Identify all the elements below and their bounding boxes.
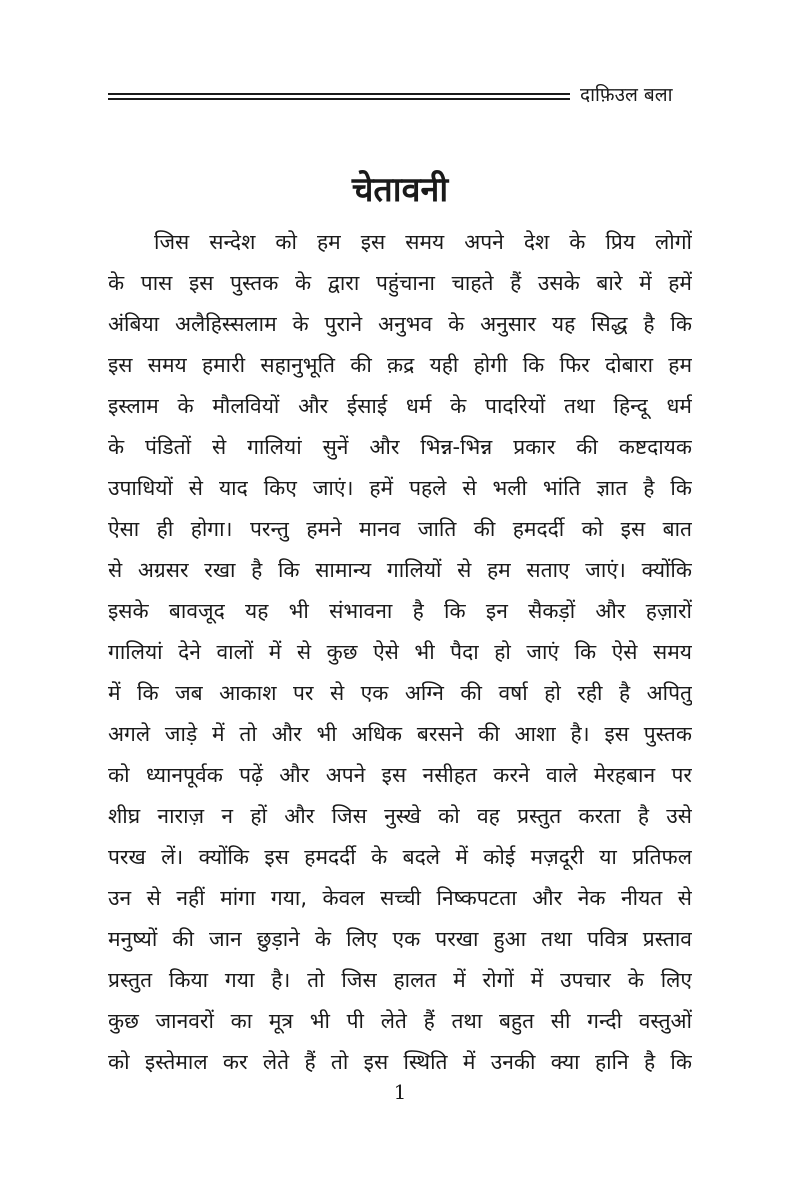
body-text [108, 222, 692, 1083]
text-line: परख लें। क्योंकि इस हमदर्दी के बदले में कोई मज़दूरी या प्रतिफल [108, 845, 692, 869]
text-line: इस्लाम के मौलवियों और ईसाई धर्म के पादरियों तथा हिन्दू धर्म [108, 394, 692, 418]
text-line: से अग्रसर रखा है कि सामान्य गालियों से हम सताए जाएं। क्योंकि [108, 558, 692, 582]
text-line: इस समय हमारी सहानुभूति की क़द्र यही होगी कि फिर दोबारा हम [108, 353, 692, 377]
text-line: इसके बावजूद यह भी संभावना है कि इन सैकड़ों और हज़ारों [108, 599, 692, 623]
text-line: उपाधियों से याद किए जाएं। हमें पहले से भली भांति ज्ञात है कि [108, 476, 692, 500]
text-line: जिस सन्देश को हम इस समय अपने देश के प्रिय लोगों [154, 230, 692, 254]
text-line: को इस्तेमाल कर लेते हैं तो इस स्थिति में उनकी क्या हानि है कि [108, 1050, 692, 1074]
text-line: अंबिया अलैहिस्सलाम के पुराने अनुभव के अनुसार यह सिद्ध है कि [108, 312, 692, 336]
text-line: उन से नहीं मांगा गया, केवल सच्ची निष्कपटता और नेक नीयत से [108, 886, 692, 910]
header-double-rule [108, 93, 570, 103]
text-line: में कि जब आकाश पर से एक अग्नि की वर्षा हो रही है अपितु [108, 681, 692, 705]
header-rule-top [108, 93, 570, 95]
header-rule-bottom [108, 98, 570, 100]
text-line: शीघ्र नाराज़ न हों और जिस नुस्खे को वह प्रस्तुत करता है उसे [108, 804, 692, 828]
text-line: अगले जाड़े में तो और भी अधिक बरसने की आशा है। इस पुस्तक [108, 722, 692, 746]
text-line: के पास इस पुस्तक के द्वारा पहुंचाना चाहते हैं उसके बारे में हमें [108, 271, 692, 295]
text-line: के पंडितों से गालियां सुनें और भिन्न-भिन्न प्रकार की कष्टदायक [108, 435, 692, 459]
text-line: ऐसा ही होगा। परन्तु हमने मानव जाति की हमदर्दी को इस बात [108, 517, 692, 541]
text-line: कुछ जानवरों का मूत्र भी पी लेते हैं तथा बहुत सी गन्दी वस्तुओं [108, 1009, 692, 1033]
running-head: दाफ़िउल बला [580, 84, 673, 106]
text-line: को ध्यानपूर्वक पढ़ें और अपने इस नसीहत करने वाले मेरहबान पर [108, 763, 692, 787]
text-line: मनुष्यों की जान छुड़ाने के लिए एक परखा हुआ तथा पवित्र प्रस्ताव [108, 927, 692, 951]
text-line: प्रस्तुत किया गया है। तो जिस हालत में रोगों में उपचार के लिए [108, 968, 692, 992]
text-line: गालियां देने वालों में से कुछ ऐसे भी पैदा हो जाएं कि ऐसे समय [108, 640, 692, 664]
page-title: चेतावनी [351, 170, 449, 210]
page-number: 1 [393, 1080, 407, 1104]
